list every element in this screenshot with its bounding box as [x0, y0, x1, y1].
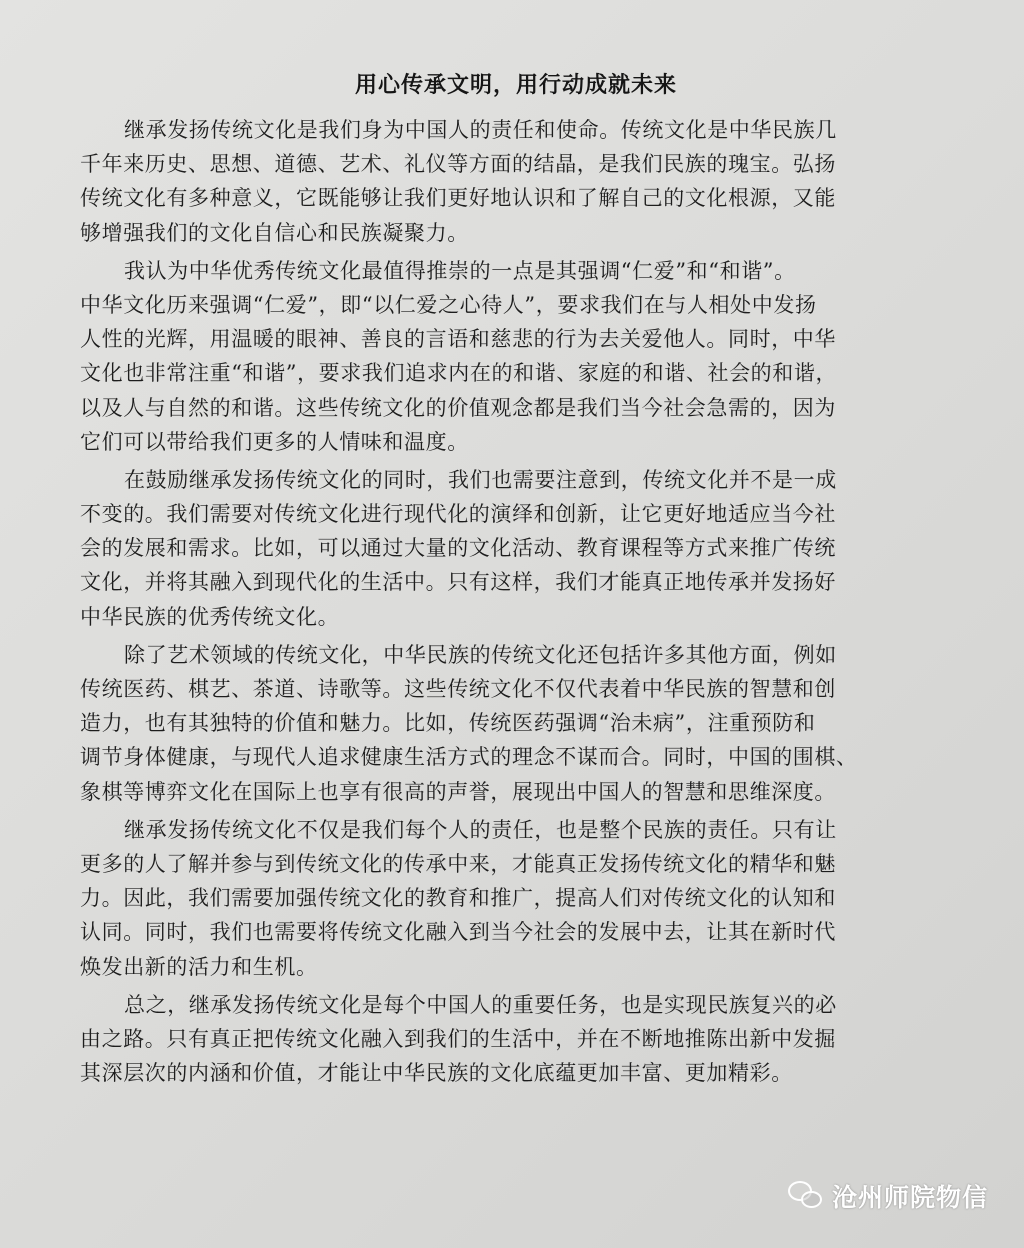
document-body — [80, 113, 952, 1090]
paragraph — [80, 463, 952, 634]
paragraph-line: 造力，也有其独特的价值和魅力。比如，传统医药强调“治未病”，注重预防和 — [80, 711, 816, 736]
paragraph-line: 更多的人了解并参与到传统文化的传承中来，才能真正发扬传统文化的精华和魅 — [80, 851, 836, 876]
paragraph-line: 调节身体健康，与现代人追求健康生活方式的理念不谋而合。同时，中国的围棋、 — [80, 745, 858, 770]
paragraph-line: 文化，并将其融入到现代化的生活中。只有这样，我们才能真正地传承并发扬好 — [80, 570, 836, 595]
paragraph-line: 人性的光辉，用温暖的眼神、善良的言语和慈悲的行为去关爱他人。同时，中华 — [80, 327, 836, 352]
paragraph-line: 我认为中华优秀传统文化最值得推崇的一点是其强调“仁爱”和“和谐”。 — [124, 258, 796, 283]
paragraph-line: 文化也非常注重“和谐”，要求我们追求内在的和谐、家庭的和谐、社会的和谐， — [80, 361, 838, 386]
paragraph-line: 总之，继承发扬传统文化是每个中国人的重要任务，也是实现民族复兴的必 — [124, 992, 837, 1017]
document-title: 用心传承文明，用行动成就未来 — [354, 72, 677, 98]
paragraph-line: 继承发扬传统文化是我们身为中国人的责任和使命。传统文化是中华民族几 — [124, 118, 837, 142]
paragraph-line: 传统医药、棋艺、茶道、诗歌等。这些传统文化不仅代表着中华民族的智慧和创 — [80, 677, 836, 701]
paragraph-line: 继承发扬传统文化不仅是我们每个人的责任，也是整个民族的责任。只有让 — [124, 817, 837, 842]
paragraph-line: 力。因此，我们需要加强传统文化的教育和推广，提高人们对传统文化的认知和 — [80, 886, 836, 911]
watermark — [788, 1178, 988, 1214]
paragraph-line: 不变的。我们需要对传统文化进行现代化的演绎和创新，让它更好地适应当今社 — [80, 502, 836, 527]
paragraph — [80, 254, 952, 459]
paragraph-line: 以及人与自然的和谐。这些传统文化的价值观念都是我们当今社会急需的，因为 — [80, 395, 836, 420]
paragraph-line: 除了艺术领域的传统文化，中华民族的传统文化还包括许多其他方面，例如 — [124, 642, 837, 667]
paragraph-line: 传统文化有多种意义，它既能够让我们更好地认识和了解自己的文化根源，又能 — [80, 186, 836, 211]
paragraph — [80, 113, 952, 250]
paragraph — [80, 638, 952, 809]
wechat-icon — [788, 1181, 824, 1211]
paragraph-line: 焕发出新的活力和生机。 — [80, 954, 318, 979]
paragraph-line: 中华民族的优秀传统文化。 — [80, 604, 340, 629]
document-content — [80, 68, 952, 1094]
paragraph-line: 由之路。只有真正把传统文化融入到我们的生活中，并在不断地推陈出新中发掘 — [80, 1026, 836, 1051]
paragraph-line: 认同。同时，我们也需要将传统文化融入到当今社会的发展中去，让其在新时代 — [80, 920, 836, 945]
paragraph — [80, 988, 952, 1091]
watermark-text: 沧州师院物信 — [831, 1183, 988, 1212]
paragraph — [80, 813, 952, 984]
paragraph-line: 象棋等博弈文化在国际上也享有很高的声誉，展现出中国人的智慧和思维深度。 — [80, 779, 836, 804]
paragraph-line: 千年来历史、思想、道德、艺术、礼仪等方面的结晶，是我们民族的瑰宝。弘扬 — [80, 152, 836, 177]
paragraph-line: 它们可以带给我们更多的人情味和温度。 — [80, 429, 469, 454]
paragraph-line: 在鼓励继承发扬传统文化的同时，我们也需要注意到，传统文化并不是一成 — [124, 467, 837, 492]
paragraph-line: 够增强我们的文化自信心和民族凝聚力。 — [80, 220, 469, 245]
paragraph-line: 中华文化历来强调“仁爱”，即“以仁爱之心待人”，要求我们在与人相处中发扬 — [80, 292, 817, 317]
paragraph-line: 会的发展和需求。比如，可以通过大量的文化活动、教育课程等方式来推广传统 — [80, 536, 836, 561]
paragraph-line: 其深层次的内涵和价值，才能让中华民族的文化底蕴更加丰富、更加精彩。 — [80, 1061, 793, 1086]
